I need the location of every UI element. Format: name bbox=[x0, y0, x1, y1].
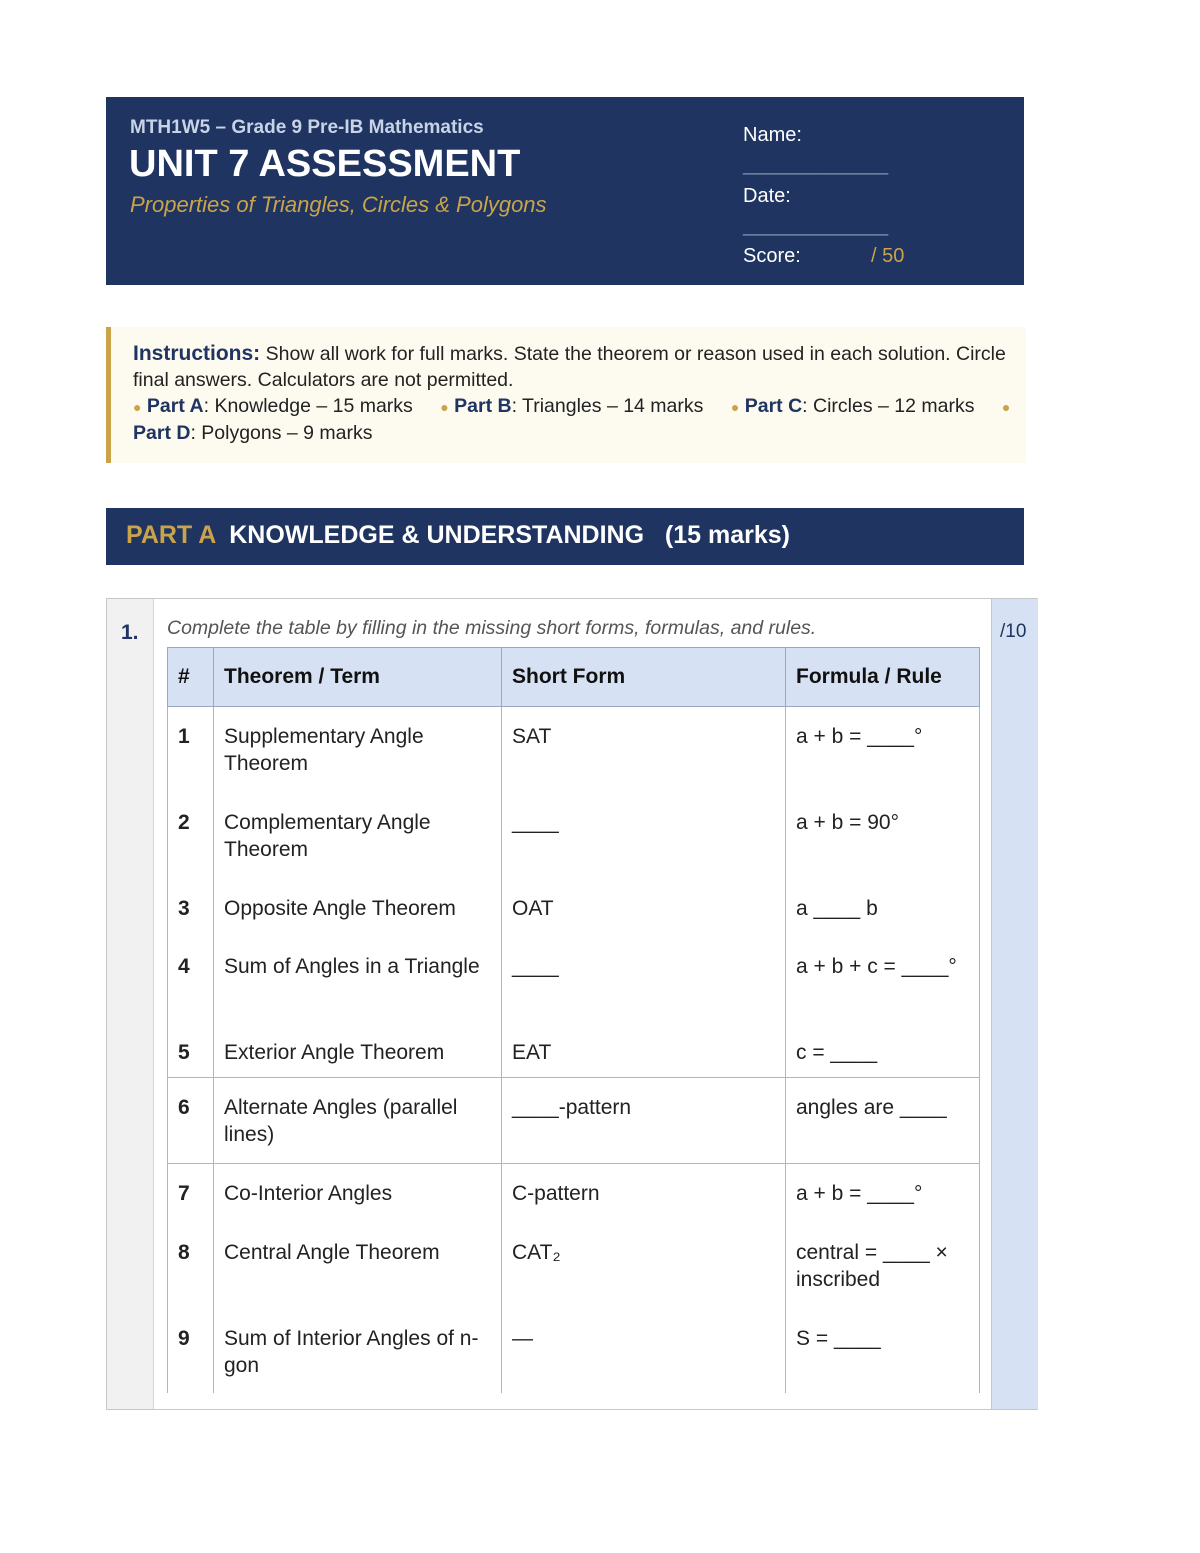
formula-cell[interactable]: S = ____ bbox=[786, 1309, 980, 1393]
short-form-cell: C-pattern bbox=[502, 1164, 786, 1223]
part-c-name: Part C bbox=[744, 395, 803, 417]
table-row bbox=[168, 707, 980, 793]
question-number: 1. bbox=[121, 621, 139, 644]
short-form-cell: OAT bbox=[502, 879, 786, 937]
theorem-cell: Sum of Interior Angles of n-gon bbox=[214, 1309, 502, 1393]
formula-cell[interactable]: c = ____ bbox=[786, 1023, 980, 1078]
row-number: 7 bbox=[168, 1164, 214, 1223]
short-form-cell: CAT₂ bbox=[502, 1223, 786, 1309]
column-header: # bbox=[168, 648, 214, 707]
part-a-marks: (15 marks) bbox=[664, 521, 790, 549]
part-a-title: KNOWLEDGE & UNDERSTANDING bbox=[229, 521, 645, 549]
part-a-desc: : Knowledge – 15 marks bbox=[203, 395, 413, 417]
date-blank[interactable]: ________________ bbox=[743, 216, 888, 236]
row-number: 8 bbox=[168, 1223, 214, 1309]
formula-cell[interactable]: angles are ____ bbox=[786, 1078, 980, 1164]
table-row bbox=[168, 879, 980, 937]
question-1 bbox=[106, 598, 1038, 1410]
part-b-desc: : Triangles – 14 marks bbox=[511, 395, 704, 417]
instructions-body: Show all work for full marks. State the theorem or reason used in each solution. Circle final answers. Calculators are not permitted. bbox=[133, 343, 1006, 391]
part-a-label: PART A bbox=[126, 521, 216, 549]
instructions-box bbox=[106, 327, 1026, 463]
row-number: 9 bbox=[168, 1309, 214, 1393]
row-number: 6 bbox=[168, 1078, 214, 1164]
table-header-row bbox=[168, 648, 980, 707]
date-label: Date: bbox=[743, 185, 791, 207]
column-header: Theorem / Term bbox=[214, 648, 502, 707]
row-number: 2 bbox=[168, 793, 214, 879]
table-row bbox=[168, 1223, 980, 1309]
part-a-heading bbox=[106, 508, 1024, 565]
short-form-cell[interactable]: ____ bbox=[502, 793, 786, 879]
bullet-icon: ● bbox=[730, 399, 740, 415]
question-number-column bbox=[107, 599, 154, 1409]
instructions-lead: Instructions: bbox=[133, 342, 261, 365]
formula-cell: a + b = 90° bbox=[786, 793, 980, 879]
short-form-cell[interactable]: ____ bbox=[502, 937, 786, 1023]
score-label: Score: bbox=[743, 245, 801, 267]
bullet-icon: ● bbox=[133, 399, 142, 415]
row-number: 5 bbox=[168, 1023, 214, 1078]
formula-cell[interactable]: a + b = ____° bbox=[786, 707, 980, 793]
part-c-desc: : Circles – 12 marks bbox=[802, 395, 975, 417]
table-row bbox=[168, 793, 980, 879]
bullet-icon: ● bbox=[440, 399, 449, 415]
instructions-text bbox=[133, 341, 1013, 446]
part-d-desc: : Polygons – 9 marks bbox=[190, 422, 373, 444]
formula-cell[interactable]: a + b + c = ____° bbox=[786, 937, 980, 1023]
formula-cell[interactable]: a ____ b bbox=[786, 879, 980, 937]
theorem-cell: Opposite Angle Theorem bbox=[214, 879, 502, 937]
theorem-cell: Sum of Angles in a Triangle bbox=[214, 937, 502, 1023]
formula-cell[interactable]: a + b = ____° bbox=[786, 1164, 980, 1223]
part-b-name: Part B bbox=[454, 395, 512, 417]
row-number: 3 bbox=[168, 879, 214, 937]
short-form-cell: EAT bbox=[502, 1023, 786, 1078]
theorem-cell: Central Angle Theorem bbox=[214, 1223, 502, 1309]
course-code: MTH1W5 – Grade 9 Pre-IB Mathematics bbox=[130, 117, 484, 138]
theorem-cell: Complementary Angle Theorem bbox=[214, 793, 502, 879]
part-d-name: Part D bbox=[133, 422, 191, 444]
theorem-cell: Co-Interior Angles bbox=[214, 1164, 502, 1223]
column-header: Formula / Rule bbox=[786, 648, 980, 707]
name-blank[interactable]: ________________ bbox=[743, 155, 888, 175]
formula-cell[interactable]: central = ____ × inscribed bbox=[786, 1223, 980, 1309]
short-form-cell[interactable]: ____-pattern bbox=[502, 1078, 786, 1164]
table-row bbox=[168, 1309, 980, 1393]
theorem-cell: Supplementary Angle Theorem bbox=[214, 707, 502, 793]
column-header: Short Form bbox=[502, 648, 786, 707]
table-row bbox=[168, 1023, 980, 1078]
theorem-cell: Alternate Angles (parallel lines) bbox=[214, 1078, 502, 1164]
page-title: UNIT 7 ASSESSMENT bbox=[129, 143, 521, 185]
table-row bbox=[168, 1078, 980, 1164]
row-number: 1 bbox=[168, 707, 214, 793]
theorem-table bbox=[167, 647, 980, 1393]
name-label: Name: bbox=[743, 124, 802, 146]
score-total: / 50 bbox=[871, 245, 905, 267]
question-marks: /10 bbox=[1000, 621, 1027, 642]
assessment-header bbox=[106, 97, 1024, 285]
short-form-cell: SAT bbox=[502, 707, 786, 793]
page-subtitle: Properties of Triangles, Circles & Polygons bbox=[130, 192, 547, 217]
theorem-cell: Exterior Angle Theorem bbox=[214, 1023, 502, 1078]
part-a-heading-text bbox=[126, 521, 790, 550]
row-number: 4 bbox=[168, 937, 214, 1023]
bullet-icon: ● bbox=[1001, 399, 1011, 415]
question-prompt: Complete the table by filling in the missing short forms, formulas, and rules. bbox=[167, 617, 817, 639]
short-form-cell: — bbox=[502, 1309, 786, 1393]
part-a-name: Part A bbox=[146, 395, 204, 417]
table-row bbox=[168, 937, 980, 1023]
marks-column bbox=[991, 599, 1038, 1409]
table-row bbox=[168, 1164, 980, 1223]
